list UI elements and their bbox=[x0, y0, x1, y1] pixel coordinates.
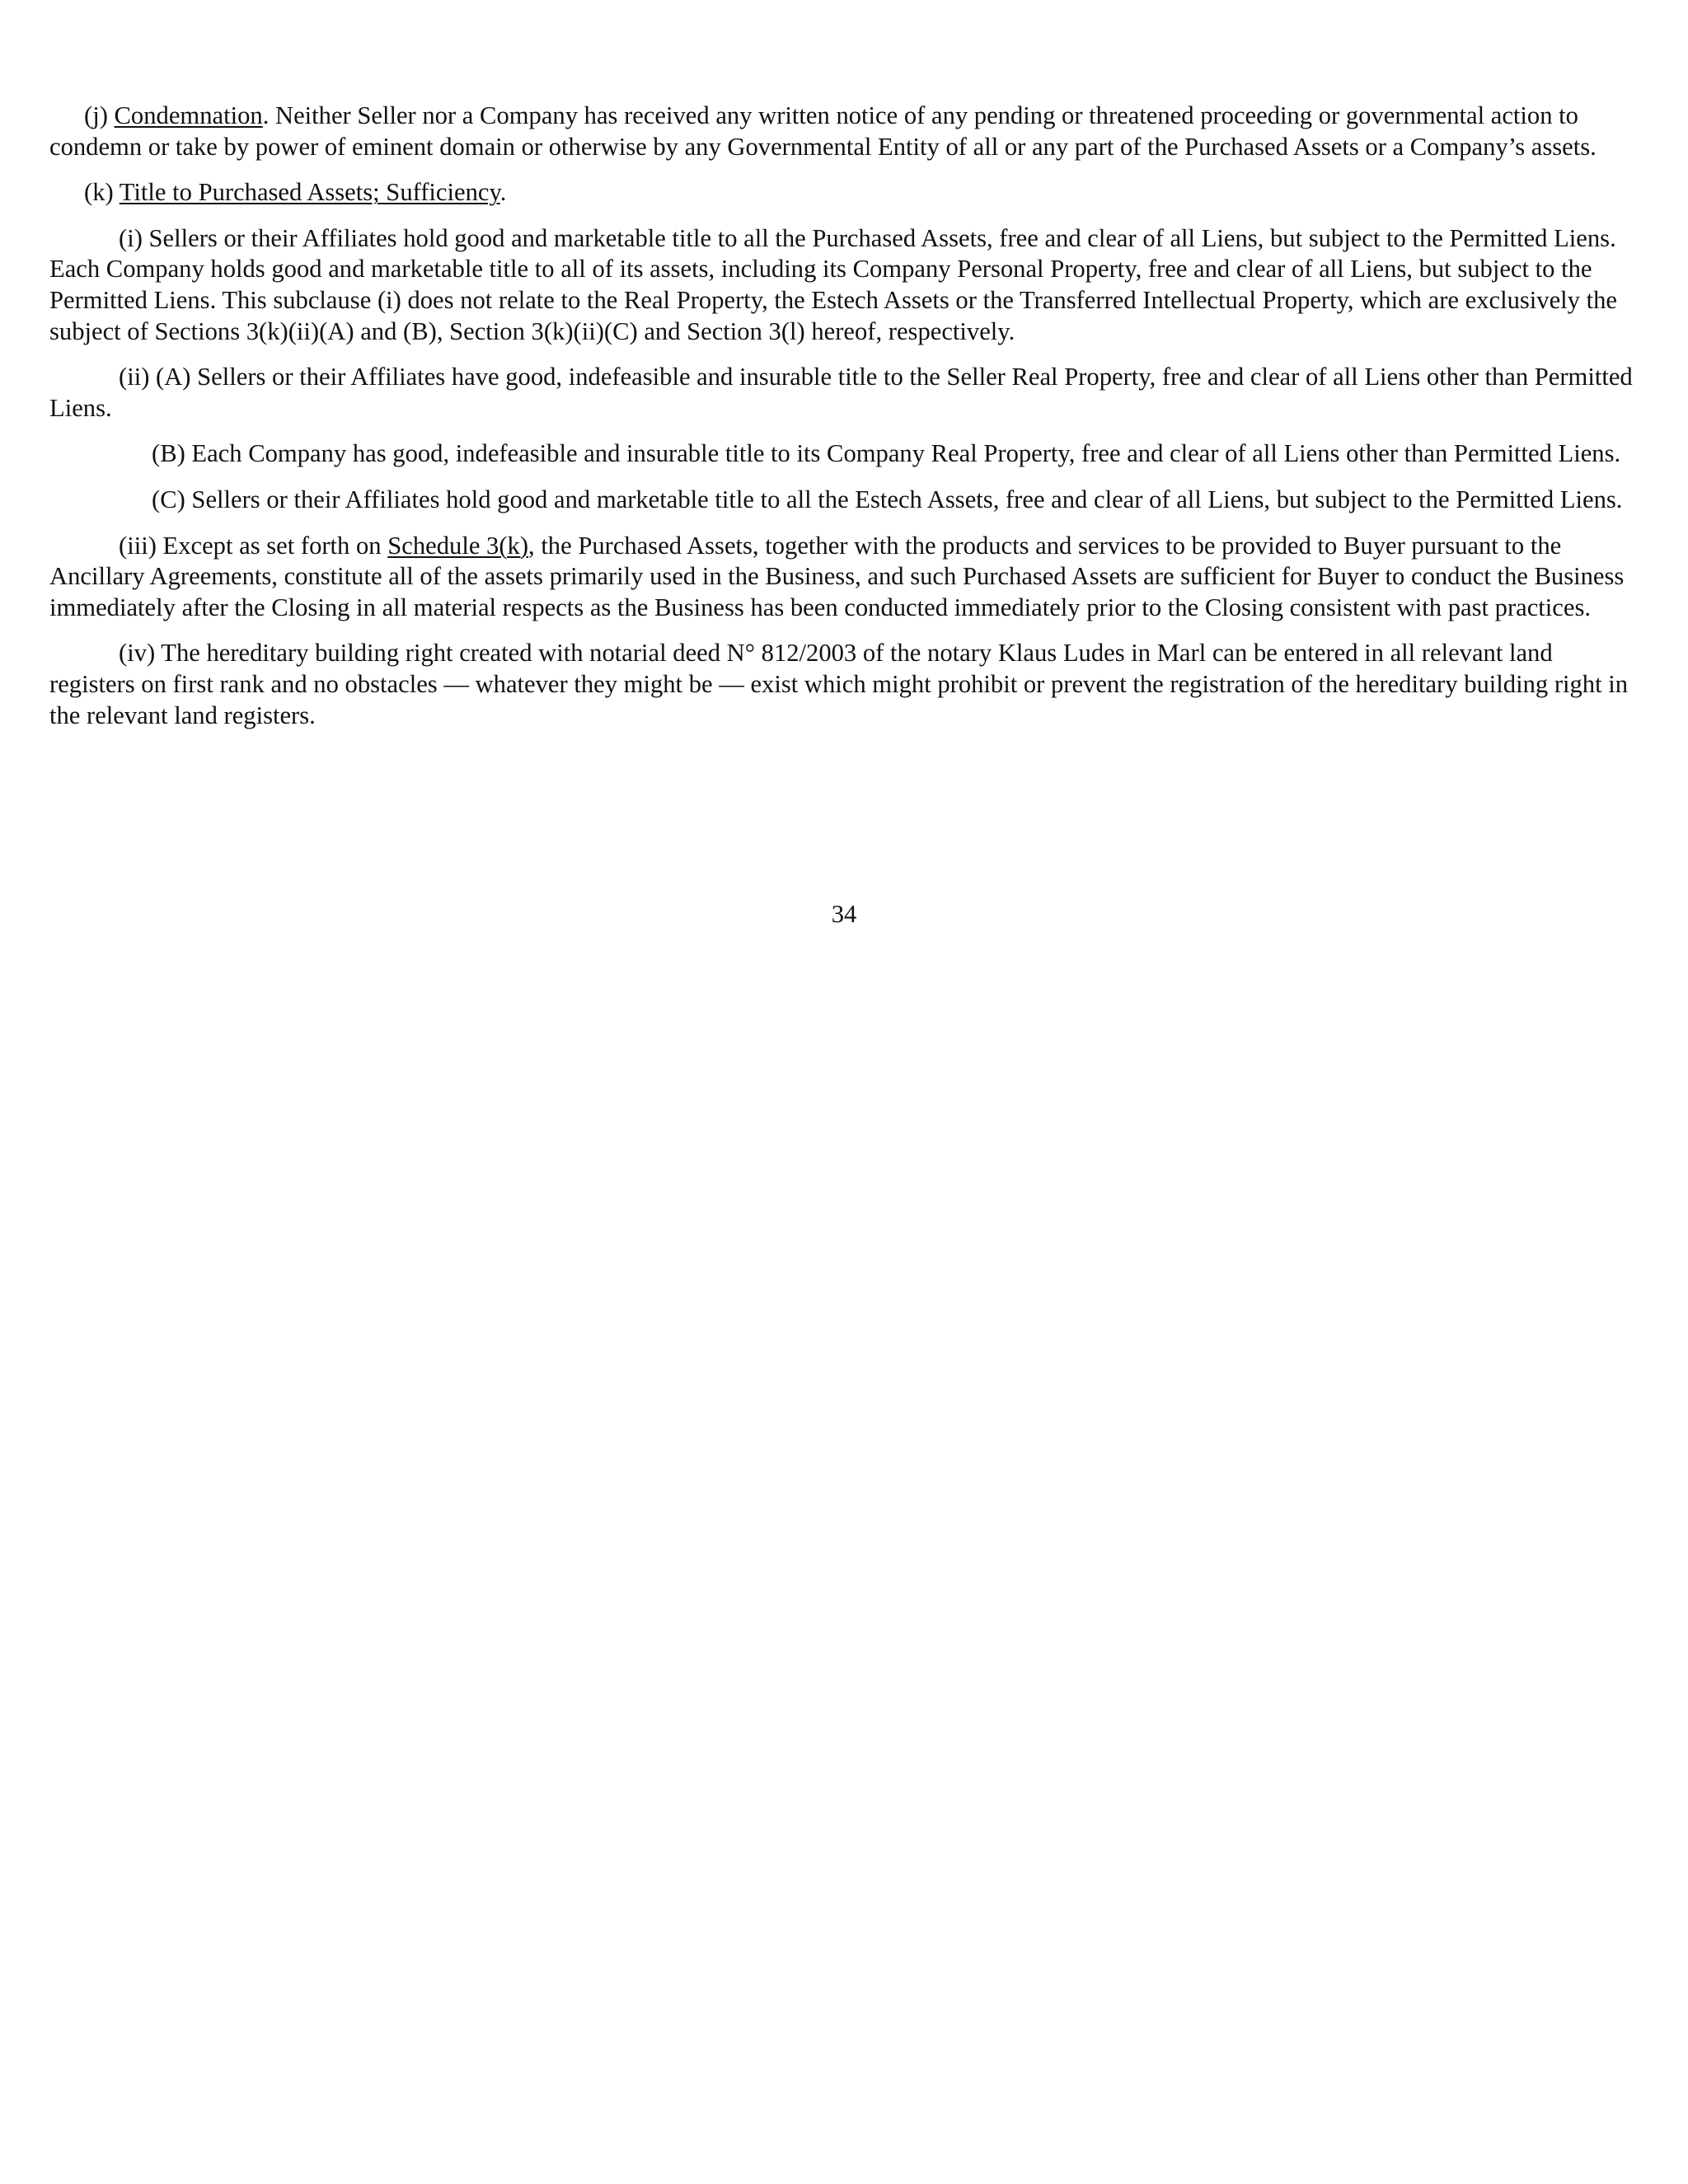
title-to-purchased-assets-heading: Title to Purchased Assets; Sufficiency bbox=[119, 178, 500, 207]
condemnation-heading: Condemnation bbox=[114, 101, 263, 129]
paragraph-k-ii-a bbox=[49, 362, 1640, 424]
paragraph-k-ii-a-text: (ii) (A) Sellers or their Affiliates have good, indefeasible and insurable title to the Seller Real Property, free and clear of all Liens other than Permitted Liens. bbox=[49, 363, 1633, 422]
schedule-3k-reference: Schedule 3(k) bbox=[387, 531, 529, 560]
paragraph-k-ii-b bbox=[49, 438, 1640, 470]
paragraph-k-ii-c bbox=[49, 485, 1640, 516]
document-body bbox=[49, 101, 1640, 746]
page-number: 34 bbox=[831, 900, 857, 928]
paragraph-k-i bbox=[49, 223, 1640, 347]
paragraph-k-title bbox=[49, 177, 1640, 209]
paragraph-j-label: (j) bbox=[84, 101, 115, 129]
paragraph-k-text: . bbox=[499, 178, 507, 207]
paragraph-k-label: (k) bbox=[84, 178, 120, 207]
paragraph-k-i-text: (i) Sellers or their Affiliates hold good and marketable title to all the Purchased Assets, free and clear of all Liens, but subject to the Permitted Liens. Each Company holds good and marketable title to all of its assets, including its Company Personal Property, free and clear of all Liens, but subject to the Permitted Liens. This subclause (i) does not relate to the Real Property, the Estech Assets or the Transferred Intellectual Property, which are exclusively the subject of Sections 3(k)(ii)(A) and (B), Section 3(k)(ii)(C) and Section 3(l) hereof, respectively. bbox=[49, 223, 1617, 345]
paragraph-k-ii-c-text: (C) Sellers or their Affiliates hold good and marketable title to all the Estech Assets, free and clear of all Liens, but subject to the Permitted Liens. bbox=[152, 485, 1623, 513]
paragraph-j-text: . Neither Seller nor a Company has received any written notice of any pending or threatened proceeding or governmental action to condemn or take by power of eminent domain or otherwise by any Governmental Entity of all or any part of the Purchased Assets or a Company’s assets. bbox=[49, 101, 1597, 161]
paragraph-k-iv-text: (iv) The hereditary building right created with notarial deed N° 812/2003 of the notary Klaus Ludes in Marl can be entered in all relevant land registers on first rank and no obstacles — whatever they might be — exist which might prohibit or prevent the registration of the hereditary building right in the relevant land registers. bbox=[49, 639, 1629, 729]
paragraph-k-iii bbox=[49, 531, 1640, 624]
paragraph-k-ii-b-text: (B) Each Company has good, indefeasible and insurable title to its Company Real Property, free and clear of all Liens other than Permitted Liens. bbox=[152, 439, 1621, 468]
paragraph-k-iii-text: , the Purchased Assets, together with the products and services to be provided to Buyer pursuant to the Ancillary Agreements, constitute all of the assets primarily used in the Business, and such Purchased Assets are sufficient for Buyer to conduct the Business immediately after the Closing in all material respects as the Business has been conducted immediately prior to the Closing consistent with past practices. bbox=[49, 531, 1625, 621]
paragraph-k-iii-lead: (iii) Except as set forth on bbox=[119, 531, 388, 560]
paragraph-k-iv bbox=[49, 638, 1640, 731]
paragraph-j-condemnation bbox=[49, 101, 1640, 162]
